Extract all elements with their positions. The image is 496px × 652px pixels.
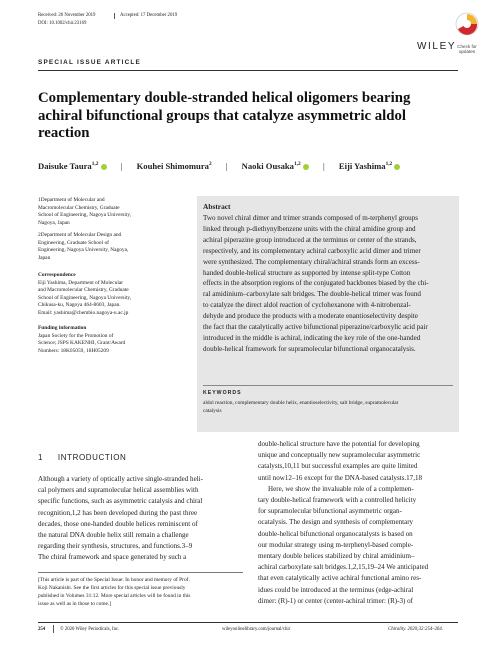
affil-line: 1Department of Molecular and <box>38 197 105 203</box>
footnote-line: [This article is part of the Special Issue: In honor and memory of Prof. <box>38 577 190 583</box>
body-line: The chiral framework and space generated by such a <box>38 553 187 562</box>
body-line: mentary double helices stabilized by chiral amidinium– <box>258 552 415 561</box>
footnote-rule <box>38 572 243 573</box>
author-separator: | <box>322 161 325 171</box>
body-line: Here, we show the invaluable role of a complemen- <box>268 484 414 493</box>
author-name[interactable]: Kouhei Shimomura <box>136 161 209 171</box>
check-updates-icon <box>450 11 484 39</box>
corr-line: School of Engineering, Nagoya University, <box>38 294 132 301</box>
corr-line: and Macromolecular Chemistry, Graduate <box>38 287 129 293</box>
abstract-text <box>203 213 453 355</box>
funding <box>38 333 188 356</box>
title-line: reaction <box>38 125 90 141</box>
abstract-heading: Abstract <box>203 202 231 211</box>
header-divider <box>114 13 115 19</box>
orcid-icon[interactable] <box>303 164 309 170</box>
body-line: our modular strategy using m-terphenyl-based comple- <box>258 540 414 549</box>
doi[interactable]: DOI: 10.1002/chir.23169 <box>38 21 87 26</box>
funding-heading: Funding information <box>38 325 87 331</box>
abstract-line: to catalyze the direct aldol reaction of cyclohexanone with 4-nitrobenzal- <box>203 301 411 310</box>
title-line: achiral bifunctional groups that catalyze asymmetric aldol <box>38 107 406 124</box>
body-line: that even catalytically active achiral functional amino res- <box>258 574 422 583</box>
body-line: double-helical bifunctional organocatalysts is based on <box>258 529 413 538</box>
keywords <box>203 399 398 415</box>
keywords-rule <box>203 385 453 386</box>
sidebar <box>38 197 188 355</box>
body-line: cal polymers and supramolecular helical assemblies with <box>38 486 199 495</box>
body-line: unique and conceptually new supramolecular asymmetric <box>258 451 421 460</box>
affil-line: School of Engineering, Nagoya University, <box>38 212 132 218</box>
orcid-icon[interactable] <box>394 164 400 170</box>
author-separator: | <box>225 161 228 171</box>
keywords-heading: KEYWORDS <box>203 390 242 396</box>
correspondence-heading: Correspondence <box>38 272 76 278</box>
author-name[interactable]: Daisuke Taura <box>38 161 92 171</box>
accepted-date: Accepted: 17 December 2019 <box>120 13 178 18</box>
footer-rule <box>38 622 458 623</box>
affil-line: 2Department of Molecular Design and <box>38 232 122 238</box>
keywords-line: catalysis <box>203 408 222 414</box>
affil-line: Engineering, Graduate School of <box>38 239 109 246</box>
body-line: dimer: (R)-1) or center (center-achiral trimer: (R)-3) of <box>258 596 414 605</box>
footnote-line: published in Volumes 31:12. More special articles will be found in this <box>38 593 191 599</box>
body-line: idues could be introduced at the terminus (edge-achiral <box>258 585 414 594</box>
orcid-icon[interactable] <box>101 164 107 170</box>
author-separator: | <box>120 161 123 171</box>
fund-line: Science; JSPS KAKENHI, Grant/Award <box>38 340 126 346</box>
abstract-line: double-helical framework for supramolecular bifunctional organocatalysis. <box>203 344 416 353</box>
affil-line: Macromolecular Chemistry, Graduate <box>38 204 120 211</box>
section-heading <box>38 453 126 462</box>
journal-url[interactable]: wileyonlinelibrary.com/journal/chir <box>222 627 291 632</box>
body-line: achiral carboxylate salt bridges.1,2,15,19–24 We anticipated <box>258 563 429 572</box>
abstract-line: the fact that the catalytically active bifunctional piperazine/carboxylic acid pair <box>203 323 428 332</box>
author-affil-sup: 2 <box>208 161 212 168</box>
page-number: 254 <box>38 627 46 632</box>
corr-line: Chikusa-ku, Nagoya 464-8603, Japan. <box>38 302 121 308</box>
abstract-line: handed double-helical structure as supported by intense split-type Cotton <box>203 268 411 277</box>
body-line: catalysts,10,11 but successful examples are quite limited <box>258 462 418 471</box>
footer-divider <box>53 625 54 633</box>
abstract-line: ral amidinium–carboxylate salt bridges. The double-helical trimer was found <box>203 290 421 299</box>
abstract-line: introduced in the middle is achiral, indicating the key role of the one-handed <box>203 333 421 342</box>
body-line: decades, those one-handed double helices reminiscent of <box>38 519 198 528</box>
body-line: tary double-helical framework with a controlled helicity <box>258 496 417 505</box>
section-label: SPECIAL ISSUE ARTICLE <box>38 59 141 66</box>
body-line: the natural DNA double helix still remain a challenge <box>38 531 189 540</box>
section-rule <box>38 70 458 71</box>
fund-line: Numbers: 18K05059, 18H05209 <box>38 347 109 354</box>
affiliation-2 <box>38 232 188 262</box>
affil-line: Engineering, Nagoya University, Nagoya, <box>38 247 129 253</box>
author-name[interactable]: Eiji Yashima <box>338 161 386 171</box>
abstract-line: effects in the absorption regions of the conjugated backbones biased by the chi- <box>203 279 429 288</box>
body-line: regarding their synthesis, structures, and functions.3–9 <box>38 542 193 551</box>
body-line: specific functions, such as asymmetric catalysis and chiral <box>38 497 203 506</box>
publisher-logo: WILEY <box>417 41 457 52</box>
author-affil-sup: 1,2 <box>385 161 393 168</box>
abstract-line: were synthesized. The complementary chiral/achiral strands form an excess- <box>203 257 420 266</box>
body-line: double-helical structure have the potential for developing <box>258 440 420 448</box>
article-title <box>38 90 468 143</box>
abstract-line: achiral piperazine group introduced at the terminus or center of the strands, <box>203 235 417 244</box>
abstract-line: linked through p-diethynylbenzene units with the chiral amidine group and <box>203 224 416 233</box>
footnote <box>38 576 248 608</box>
author-name[interactable]: Naoki Ousaka <box>241 161 294 171</box>
intro-right-column <box>258 439 463 607</box>
citation: Chirality. 2020;32:254–264. <box>388 627 444 632</box>
corr-line: Eiji Yashima, Department of Molecular <box>38 279 124 286</box>
correspondence <box>38 280 188 318</box>
author-affil-sup: 1,2 <box>91 161 99 168</box>
body-line: Although a variety of optically active single-stranded heli- <box>38 475 203 483</box>
affil-line: Nagoya, Japan <box>38 219 70 226</box>
received-date: Received: 26 November 2019 <box>38 13 96 18</box>
body-line: ocatalysis. The design and synthesis of complementary <box>258 518 414 527</box>
badge-label: Check for updates <box>457 44 477 54</box>
body-line: recognition,1,2 has been developed during the past three <box>38 508 198 517</box>
footnote-line: issue as well as in those to come.] <box>38 601 112 607</box>
section-number: 1 <box>38 453 44 462</box>
footnote-line: Koji Nakanishi. See the first articles for this special issue previously <box>38 585 186 591</box>
body-line: for supramolecular bifunctional asymmetric organ- <box>258 507 402 516</box>
affil-line: Japan <box>38 254 51 261</box>
section-title: INTRODUCTION <box>57 453 127 462</box>
copyright: © 2020 Wiley Periodicals, Inc. <box>60 627 120 632</box>
title-line: Complementary double-stranded helical oligomers bearing <box>38 90 411 106</box>
abstract-box <box>197 196 459 432</box>
affiliation-1 <box>38 197 188 227</box>
abstract-line: Two novel chiral dimer and trimer strands composed of m-terphenyl groups <box>203 214 419 222</box>
author-affil-sup: 1,2 <box>293 161 301 168</box>
body-line: until now12–16 except for the DNA-based catalysts.17,18 <box>258 473 422 482</box>
abstract-line: respectively, and its complementary achiral carboxylic acid dimer and trimer <box>203 246 421 255</box>
intro-left-column <box>38 474 243 564</box>
abstract-line: dehyde and produce the products with a moderate enantioselectivity despite <box>203 312 418 321</box>
author-list <box>38 161 468 171</box>
corr-email[interactable]: Email: yashima@chembio.nagoya-u.ac.jp <box>38 309 129 316</box>
keywords-line: aldol reaction, complementary double helix, enantioselectivity, salt bridge, supramolecular <box>203 400 399 406</box>
fund-line: Japan Society for the Promotion of <box>38 332 114 339</box>
